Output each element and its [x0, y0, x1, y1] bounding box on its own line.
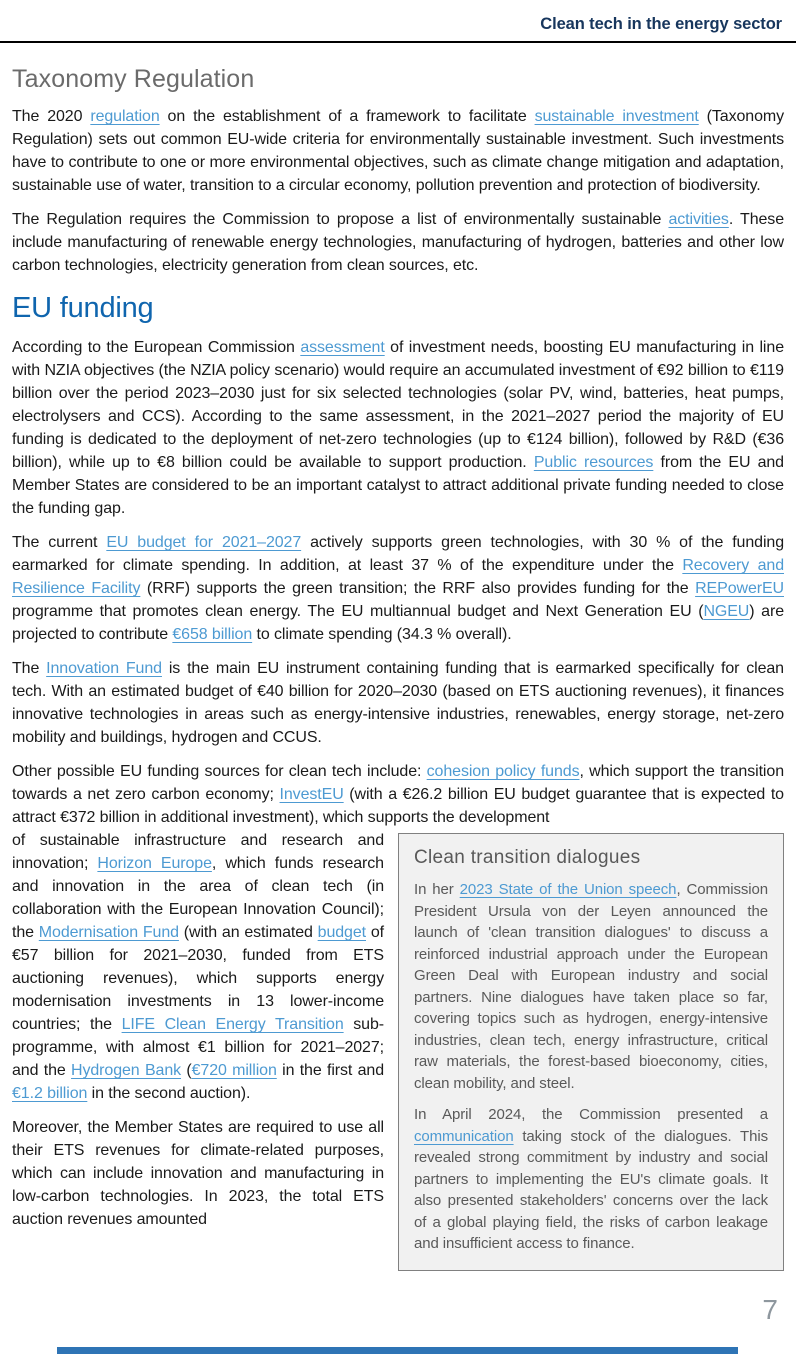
paragraph-taxonomy-1 [12, 105, 784, 197]
text-link[interactable]: assessment [300, 339, 385, 356]
text-run: The current [12, 534, 107, 551]
text-run: Other possible EU funding sources for clean tech include: [12, 763, 427, 780]
text-run: , which funds research and innovation in the area of clean tech (in collaboration with the European Innovation Council); the [12, 855, 384, 941]
text-run: ) are projected to contribute [12, 603, 784, 643]
text-link[interactable]: LIFE Clean Energy Transition [121, 1016, 344, 1033]
text-link[interactable]: €1.2 billion [12, 1085, 88, 1102]
text-link[interactable]: activities [668, 211, 729, 228]
text-run: , Commission President Ursula von der Leyen announced the launch of 'clean transition dialogues' to discuss a reinforced industrial approach under the European Green Deal with European industry and social partners. Nine dialogues have taken place so far, covering topics such as hydrogen, energy-intensive industries, clean tech, energy infrastructure, critical raw materials, the forest-based bioeconomy, cities, clean mobility, and steel. [414, 881, 769, 1092]
sidebar-box-title: Clean transition dialogues [414, 847, 641, 868]
text-link[interactable]: €658 billion [172, 626, 253, 643]
text-run: of sustainable infrastructure and research and innovation; [12, 832, 384, 872]
text-run: actively supports green technologies, with 30 % of the funding earmarked for climate spending. In addition, at least 37 % of the expenditure under the [12, 534, 784, 574]
text-link[interactable]: €720 million [191, 1062, 277, 1079]
text-run: is the main EU instrument containing funding that is earmarked specifically for clean tech. With an estimated budget of €40 billion for 2020–2030 (based on ETS auctioning revenues), it finances innovative technologies in areas such as energy-intensive industries, renewables, energy storage, net-zero mobility and buildings, hydrogen and CCUS. [12, 660, 784, 746]
paragraph-funding-2 [12, 531, 784, 646]
sidebar-box-paragraph-1 [414, 879, 768, 1094]
paragraph-funding-4-lead [12, 760, 784, 829]
page-header-title: Clean tech in the energy sector [540, 15, 782, 33]
text-run: in the second auction). [87, 1085, 251, 1102]
text-run: sub-programme, with almost €1 billion for 2021–2027; and the [12, 1016, 384, 1079]
text-link[interactable]: Innovation Fund [46, 660, 162, 677]
text-run: The Regulation requires the Commission to propose a list of environmentally sustainable [12, 211, 669, 228]
text-link[interactable]: Hydrogen Bank [71, 1062, 182, 1079]
text-run: programme that promotes clean energy. The EU multiannual budget and Next Generation EU ( [12, 603, 704, 620]
text-link[interactable]: NGEU [703, 603, 750, 620]
section-heading-eu-funding: EU funding [12, 292, 154, 324]
page-number: 7 [762, 1294, 778, 1325]
sidebar-box-paragraph-2 [414, 1104, 768, 1255]
text-link[interactable]: communication [414, 1127, 514, 1145]
text-link[interactable]: budget [317, 924, 366, 941]
paragraph-taxonomy-2 [12, 208, 784, 277]
paragraph-funding-3 [12, 657, 784, 749]
text-run: , which support the transition towards a net zero carbon economy; [12, 763, 784, 803]
text-link[interactable]: regulation [90, 108, 160, 125]
text-run: The 2020 [12, 108, 91, 125]
text-run: In her [414, 881, 460, 898]
text-run: According to the European Commission [12, 339, 301, 356]
text-link[interactable]: sustainable investment [534, 108, 699, 125]
text-link[interactable]: cohesion policy funds [426, 763, 580, 780]
text-link[interactable]: 2023 State of the Union speech [459, 881, 677, 898]
text-run: The [12, 660, 47, 677]
sidebar-box-clean-transition-dialogues [398, 833, 784, 1271]
page-content [0, 65, 796, 1252]
text-run: in the first and [276, 1062, 385, 1079]
text-run: taking stock of the dialogues. This revealed strong commitment by industry and social partners to implementing the EU's climate goals. It also presented stakeholders' concerns over the lack of a global playing field, the risks of carbon leakage and insufficient access to finance. [414, 1127, 768, 1252]
header-rule [0, 41, 796, 43]
text-link[interactable]: Public resources [533, 454, 654, 471]
text-run: ( [181, 1062, 192, 1079]
text-run: of €57 billion for 2021–2030, funded from ETS auctioning revenues), which supports energy modernisation investments in 13 lower-income countries; the [12, 924, 384, 1033]
text-run: Moreover, the Member States are required to use all their ETS revenues for climate-related purposes, which can include innovation and manufacturing in low-carbon technologies. In 2023, the total ETS auction revenues amounted [12, 1119, 384, 1228]
text-run: . These include manufacturing of renewable energy technologies, manufacturing of hydrogen, batteries and other low carbon technologies, electricity generation from clean sources, etc. [12, 211, 785, 274]
text-run: on the establishment of a framework to facilitate [159, 108, 535, 125]
text-link[interactable]: REPowerEU [695, 580, 784, 597]
text-run: In April 2024, the Commission presented a [414, 1106, 768, 1123]
text-link[interactable]: InvestEU [279, 786, 344, 803]
text-run: (RRF) supports the green transition; the RRF also provides funding for the [140, 580, 696, 597]
text-run: to climate spending (34.3 % overall). [252, 626, 512, 643]
text-link[interactable]: Modernisation Fund [38, 924, 179, 941]
text-run: (with an estimated [178, 924, 318, 941]
text-run: from the EU and Member States are considered to be an important catalyst to attract additional private funding needed to close the funding gap. [12, 454, 784, 517]
text-run: (with a €26.2 billion EU budget guarantee that is expected to attract €372 billion in additional investment), which supports the development [12, 786, 784, 826]
text-link[interactable]: EU budget for 2021–2027 [106, 534, 302, 551]
paragraph-funding-1 [12, 336, 784, 520]
text-link[interactable]: Recovery and Resilience Facility [12, 557, 784, 597]
text-run: (Taxonomy Regulation) sets out common EU-wide criteria for environmentally sustainable investment. Such investments have to contribute to one or more environmental objectives, such as climate change mitigation and adaptation, sustainable use of water, transition to a circular economy, pollution prevention and protection of biodiversity. [12, 108, 785, 194]
text-run: of investment needs, boosting EU manufacturing in line with NZIA objectives (the NZIA policy scenario) would require an accumulated investment of €92 billion to €119 billion over the period 2023–2030 just for six selected technologies (solar PV, wind, batteries, heat pumps, electrolysers and CCS). According to the same assessment, in the 2021–2027 period the majority of EU funding is dedicated to the deployment of net-zero technologies (up to €124 billion), followed by R&D (€36 billion), while up to €8 billion could be available to support production. [12, 339, 784, 471]
text-link[interactable]: Horizon Europe [97, 855, 212, 872]
section-heading-taxonomy-regulation: Taxonomy Regulation [12, 65, 255, 93]
footer-bar [57, 1347, 738, 1354]
